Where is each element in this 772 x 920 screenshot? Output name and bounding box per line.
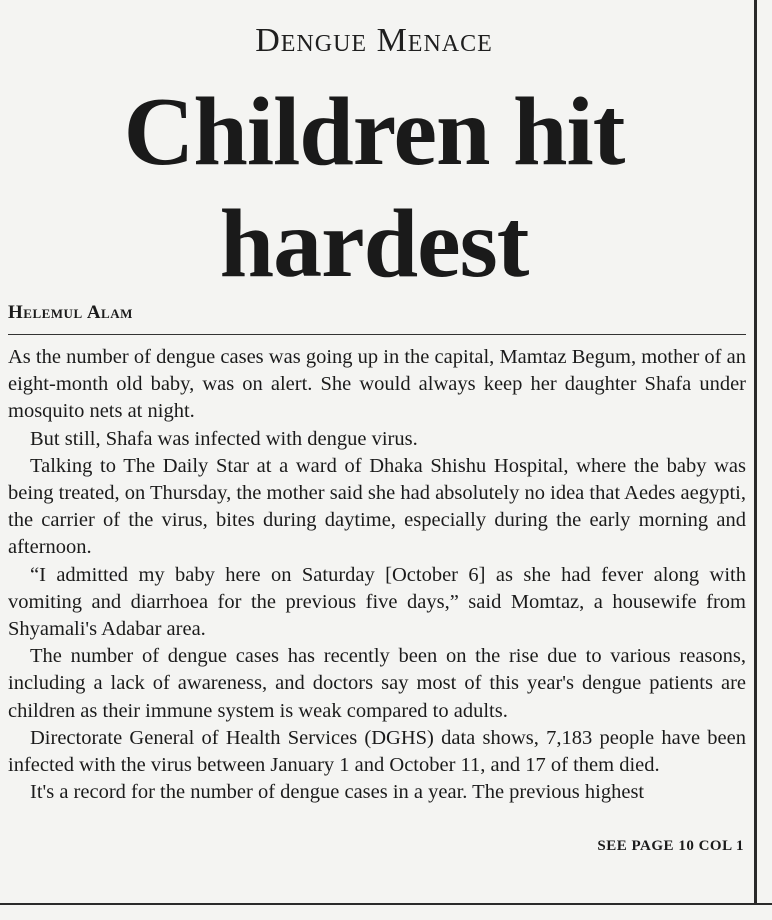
paragraph: “I admitted my baby here on Saturday [October 6] as she had fever along with vomiting and diarrhoea for the previous five days,” said Momtaz, a housewife from Shyamali's Adabar area.	[8, 563, 746, 641]
article-body	[8, 344, 746, 806]
paragraph: But still, Shafa was infected with dengue virus.	[30, 427, 418, 450]
paragraph: As the number of dengue cases was going up in the capital, Mamtaz Begum, mother of an eight-month old baby, was on alert. She would always keep her daughter Shafa under mosquito nets at night.	[8, 346, 746, 423]
paragraph: It's a record for the number of dengue cases in a year. The previous highest	[30, 781, 645, 804]
byline: Helemul Alam	[8, 302, 133, 323]
divider	[8, 334, 746, 335]
column-divider	[754, 0, 757, 905]
headline-line-1: Children hit	[123, 78, 625, 186]
paragraph: Directorate General of Health Services (DGHS) data shows, 7,183 people have been infected with the virus between January 1 and October 11, and 17 of them died.	[8, 726, 746, 777]
headline-line-2: hardest	[219, 190, 529, 298]
paragraph: The number of dengue cases has recently been on the rise due to various reasons, including a lack of awareness, and doctors say most of this year's dengue patients are children as their immune system is weak compared to adults.	[8, 645, 746, 722]
continuation-reference: SEE PAGE 10 COL 1	[597, 838, 744, 854]
paragraph: Talking to The Daily Star at a ward of Dhaka Shishu Hospital, where the baby was being treated, on Thursday, the mother said she had absolutely no idea that Aedes aegypti, the carrier of the virus, bites during daytime, especially during the early morning and afternoon.	[8, 454, 746, 559]
kicker: Dengue Menace	[255, 22, 493, 59]
headline	[0, 76, 748, 300]
bottom-divider	[0, 903, 772, 905]
